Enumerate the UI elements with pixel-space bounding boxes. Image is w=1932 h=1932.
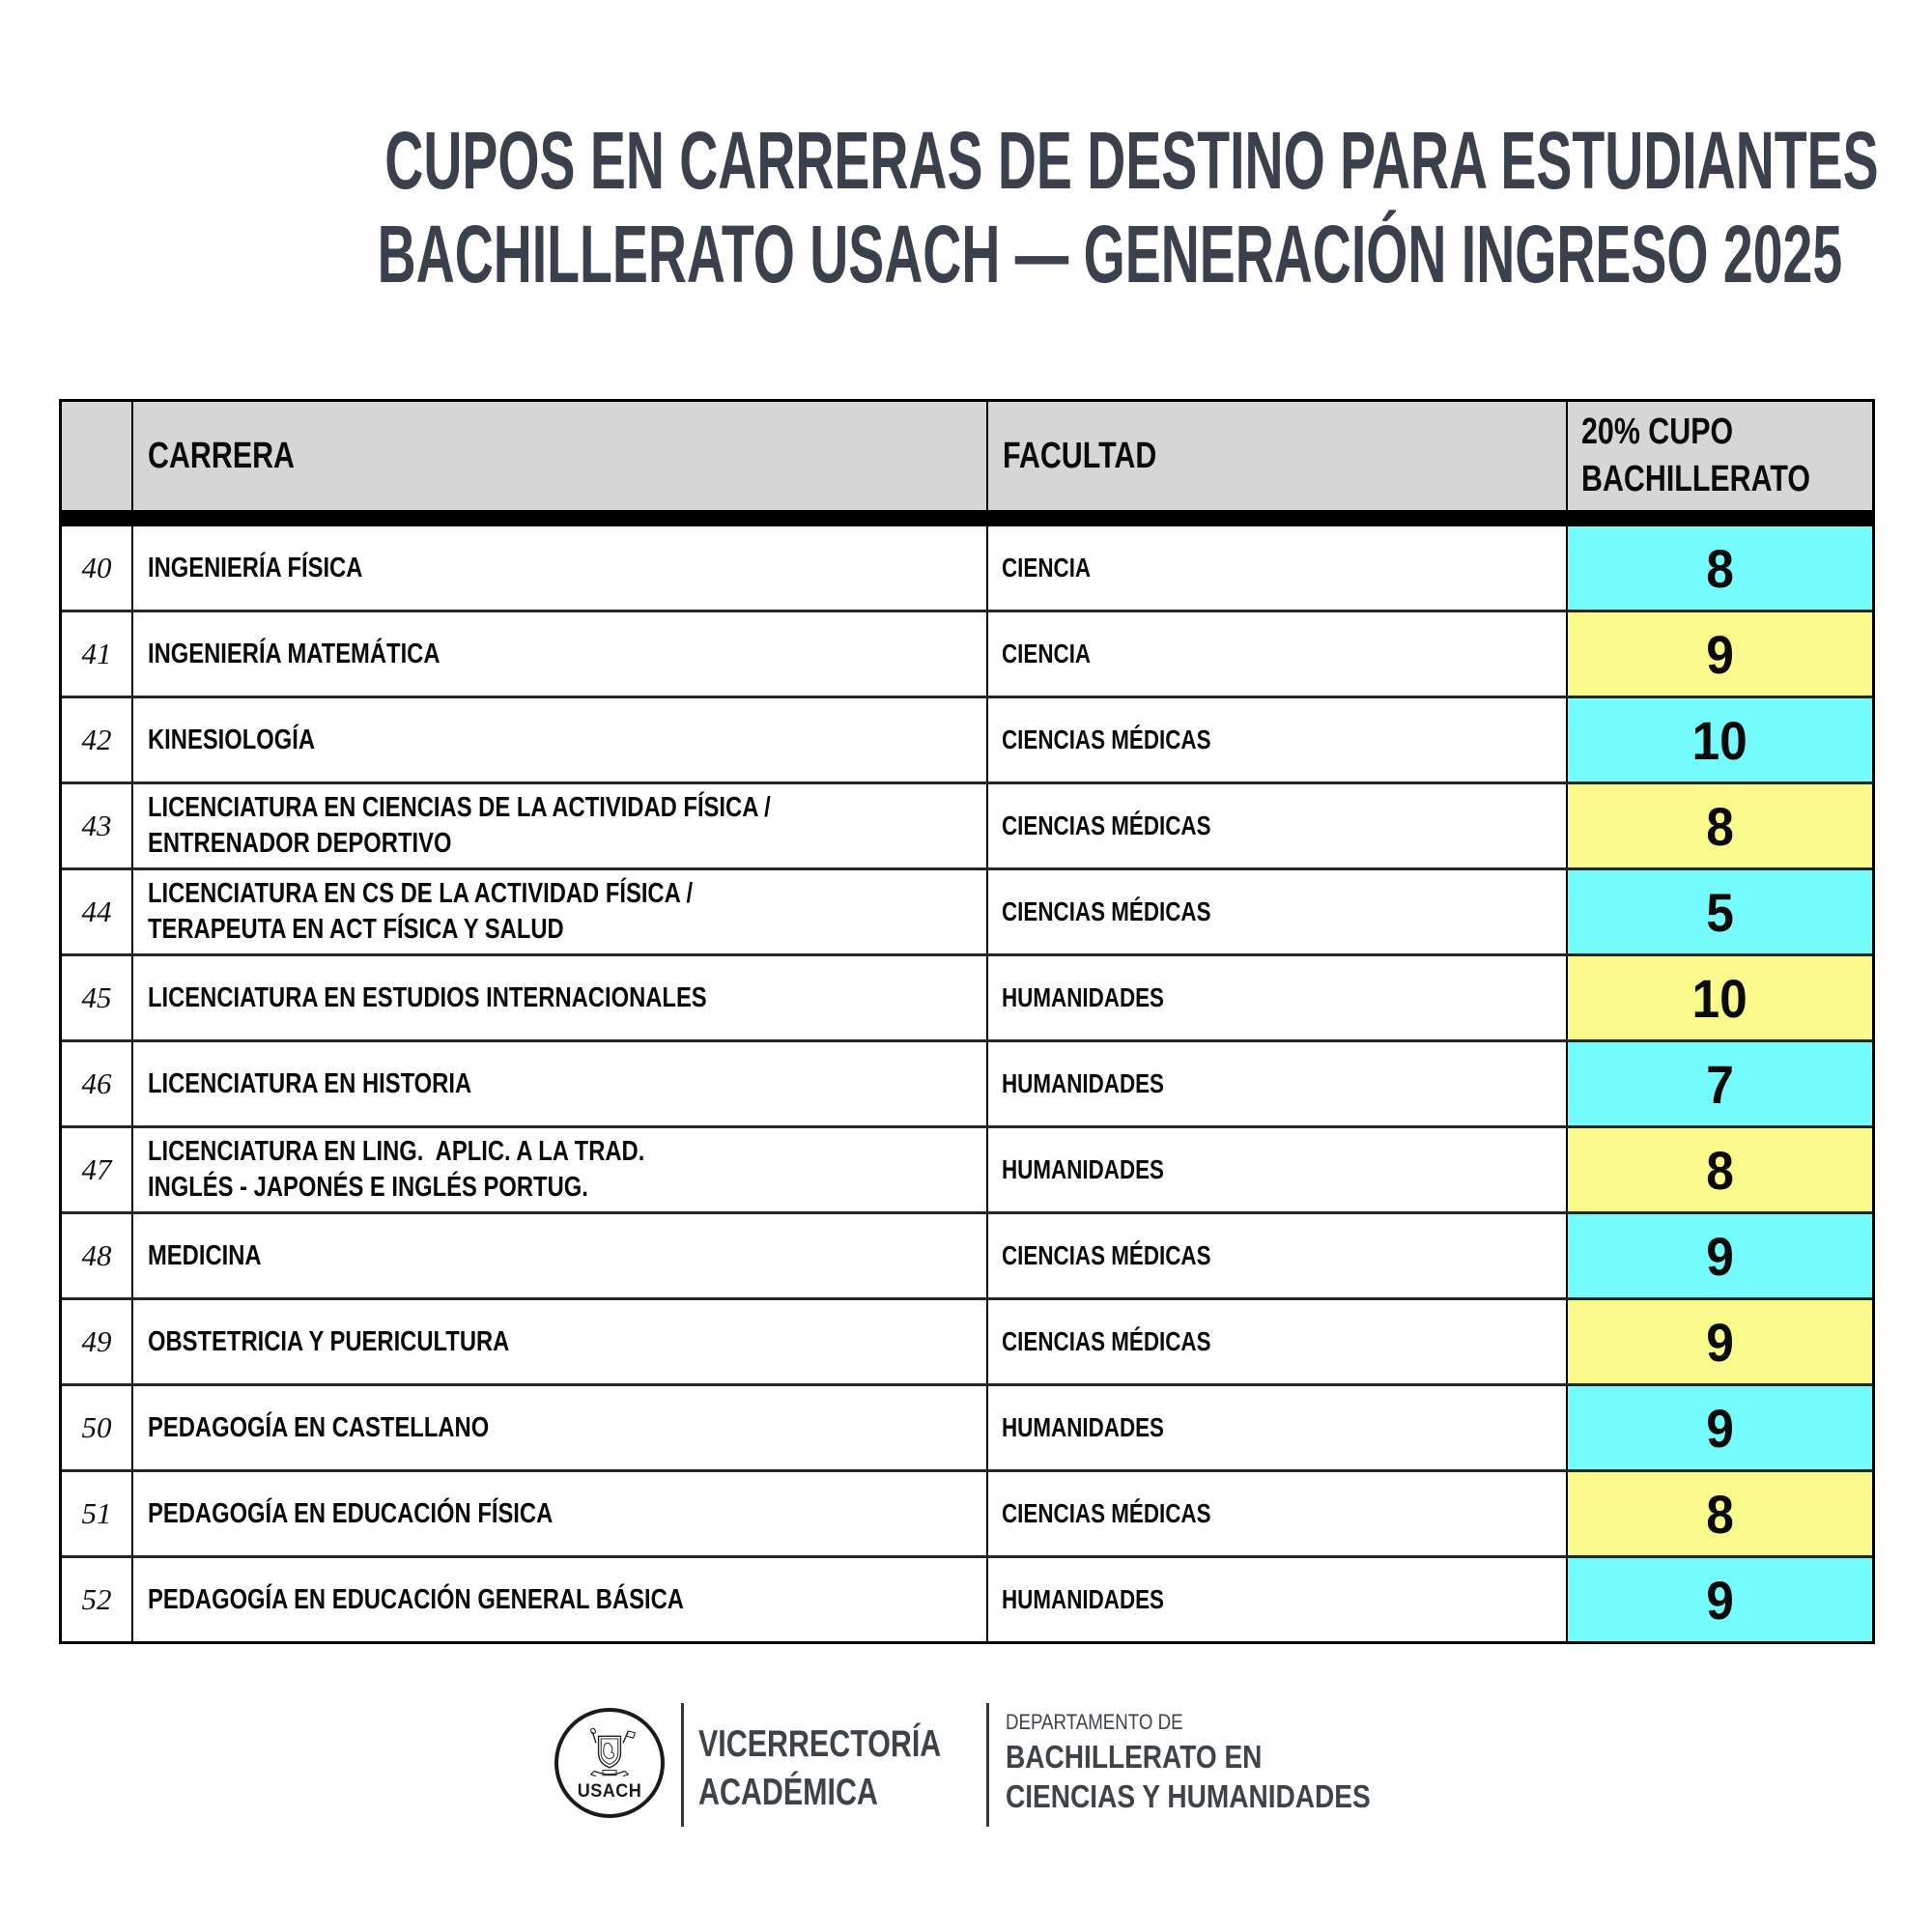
cupo-value: 10: [1691, 709, 1748, 771]
carrera-line: LICENCIATURA EN CS DE LA ACTIVIDAD FÍSICA /: [148, 878, 694, 909]
facultad-cell: [986, 1386, 1566, 1469]
table-row: [62, 610, 1872, 696]
table-row: [62, 1125, 1872, 1211]
facultad-cell-text: CIENCIA: [1002, 639, 1092, 668]
carrera-cell: [131, 612, 986, 696]
footer-divider-2: [986, 1703, 989, 1827]
facultad-cell: [986, 870, 1566, 953]
facultad-cell: [986, 1128, 1566, 1211]
cupo-cell: [1566, 1472, 1872, 1555]
carrera-cell: [131, 1214, 986, 1297]
facultad-cell-text: CIENCIAS MÉDICAS: [1002, 896, 1211, 926]
facultad-cell: [986, 1558, 1566, 1641]
carrera-cell: [131, 1386, 986, 1469]
header-cell-cupo: [1566, 402, 1872, 510]
row-number: 40: [81, 551, 112, 584]
row-number: 42: [81, 723, 112, 756]
row-number: 50: [81, 1410, 112, 1444]
header-cupo-label-line2: BACHILLERATO: [1581, 459, 1810, 499]
facultad-cell-text: HUMANIDADES: [1002, 1584, 1164, 1614]
header-cell-number: [62, 402, 131, 510]
cupo-value: 9: [1706, 1397, 1734, 1459]
table-row: [62, 953, 1872, 1039]
facultad-cell-text: CIENCIAS MÉDICAS: [1002, 1498, 1211, 1528]
facultad-cell: [986, 698, 1566, 781]
page-title-line1-text: CUPOS EN CARRERAS DE DESTINO PARA ESTUDIANTES: [384, 115, 1879, 206]
facultad-cell: [986, 1042, 1566, 1125]
facultad-cell: [986, 1300, 1566, 1383]
header-cell-facultad: [986, 402, 1566, 510]
facultad-cell-text: HUMANIDADES: [1002, 1068, 1164, 1098]
row-number: 48: [81, 1238, 112, 1272]
row-number: 49: [81, 1324, 112, 1358]
departamento-line1: [1006, 1708, 1435, 1737]
carrera-cell: [131, 526, 986, 610]
cupo-cell: [1566, 1300, 1872, 1383]
cupo-value: 9: [1706, 1569, 1734, 1631]
cupo-cell: [1566, 870, 1872, 953]
carrera-lines: [148, 637, 986, 672]
facultad-cell-text: CIENCIAS MÉDICAS: [1002, 1240, 1211, 1270]
carrera-cell: [131, 1558, 986, 1641]
carrera-line: INGENIERÍA MATEMÁTICA: [148, 638, 440, 669]
cupo-value: 10: [1691, 967, 1748, 1029]
carrera-cell: [131, 870, 986, 953]
cupo-cell: [1566, 784, 1872, 867]
carrera-lines: [148, 980, 986, 1016]
page-title-line2-text: BACHILLERATO USACH — GENERACIÓN INGRESO 2025: [377, 209, 1843, 299]
carrera-line: PEDAGOGÍA EN EDUCACIÓN FÍSICA: [148, 1497, 554, 1529]
carrera-lines: [148, 790, 986, 862]
vicerrectoria-line1-text: VICERRECTORÍA: [698, 1723, 942, 1765]
row-number: 52: [81, 1582, 112, 1616]
facultad-cell: [986, 784, 1566, 867]
carrera-cell: [131, 1300, 986, 1383]
departamento-block: [1006, 1708, 1435, 1816]
table-row: [62, 867, 1872, 953]
cupo-cell: [1566, 698, 1872, 781]
table-body: [62, 526, 1872, 1641]
facultad-cell-text: HUMANIDADES: [1002, 1412, 1164, 1442]
usach-seal: [554, 1708, 665, 1818]
usach-crest-icon: [583, 1724, 636, 1780]
carrera-lines: [148, 876, 986, 948]
facultad-cell-text: HUMANIDADES: [1002, 1154, 1164, 1184]
carrera-cell: [131, 698, 986, 781]
cupo-cell: [1566, 1386, 1872, 1469]
cupo-cell: [1566, 956, 1872, 1039]
carrera-line: ENTRENADOR DEPORTIVO: [148, 828, 452, 859]
cupo-cell: [1566, 1214, 1872, 1297]
cupo-value: 9: [1706, 1311, 1734, 1373]
carrera-line: INGENIERÍA FÍSICA: [148, 552, 363, 583]
carrera-lines: [148, 1496, 986, 1532]
carrera-lines: [148, 723, 986, 758]
cupo-value: 8: [1706, 1483, 1734, 1545]
carrera-lines: [148, 1238, 986, 1274]
cupo-value: 7: [1706, 1053, 1734, 1115]
table-row: [62, 1383, 1872, 1469]
carrera-cell: [131, 956, 986, 1039]
vicerrectoria-line2: [698, 1769, 1009, 1817]
facultad-cell: [986, 956, 1566, 1039]
departamento-line3: [1006, 1776, 1435, 1816]
cupo-cell: [1566, 1128, 1872, 1211]
page-title: [0, 114, 1932, 301]
page-title-line2: [0, 208, 1932, 301]
table-header-row: [62, 402, 1872, 510]
vicerrectoria-block: [698, 1720, 1009, 1817]
facultad-cell-text: CIENCIAS MÉDICAS: [1002, 810, 1211, 840]
table-row: [62, 1469, 1872, 1555]
carrera-lines: [148, 1582, 986, 1618]
carrera-cell: [131, 784, 986, 867]
row-number: 47: [81, 1152, 112, 1186]
cupo-value: 9: [1706, 1225, 1734, 1287]
carrera-line: INGLÉS - JAPONÉS E INGLÉS PORTUG.: [148, 1172, 588, 1203]
table-row: [62, 781, 1872, 867]
carrera-line: MEDICINA: [148, 1239, 262, 1271]
carrera-line: KINESIOLOGÍA: [148, 724, 316, 755]
row-number: 51: [81, 1496, 112, 1530]
cupo-value: 8: [1706, 795, 1734, 857]
departamento-line2: [1006, 1737, 1435, 1776]
carrera-lines: [148, 1134, 986, 1206]
vicerrectoria-line2-text: ACADÉMICA: [698, 1772, 878, 1813]
table-row: [62, 526, 1872, 610]
vicerrectoria-line1: [698, 1720, 1009, 1769]
cupo-value: 8: [1706, 537, 1734, 599]
cupo-value: 5: [1706, 881, 1734, 943]
row-number: 46: [81, 1066, 112, 1100]
carrera-cell: [131, 1128, 986, 1211]
quota-table: [59, 399, 1875, 1644]
cupo-value: 9: [1706, 623, 1734, 685]
cupo-cell: [1566, 612, 1872, 696]
header-separator-bar: [62, 510, 1872, 526]
page-title-line1: [0, 114, 1932, 208]
facultad-cell-text: CIENCIAS MÉDICAS: [1002, 724, 1211, 754]
facultad-cell-text: CIENCIA: [1002, 553, 1092, 582]
table-row: [62, 1039, 1872, 1125]
carrera-lines: [148, 1066, 986, 1102]
header-cupo-label-line1: 20% CUPO: [1581, 412, 1734, 452]
carrera-line: OBSTETRICIA Y PUERICULTURA: [148, 1325, 510, 1357]
carrera-line: LICENCIATURA EN LING. APLIC. A LA TRAD.: [148, 1136, 645, 1167]
header-facultad-label: FACULTAD: [1003, 435, 1157, 476]
facultad-cell-text: CIENCIAS MÉDICAS: [1002, 1326, 1211, 1356]
facultad-cell: [986, 526, 1566, 610]
row-number: 43: [81, 809, 112, 842]
footer-divider-1: [681, 1703, 684, 1827]
cupo-cell: [1566, 526, 1872, 610]
table-row: [62, 1297, 1872, 1383]
carrera-cell: [131, 1042, 986, 1125]
cupo-cell: [1566, 1558, 1872, 1641]
carrera-line: LICENCIATURA EN HISTORIA: [148, 1067, 472, 1099]
row-number: 44: [81, 895, 112, 928]
carrera-lines: [148, 1410, 986, 1446]
facultad-cell-text: HUMANIDADES: [1002, 982, 1164, 1012]
facultad-cell: [986, 1214, 1566, 1297]
table-row: [62, 1211, 1872, 1297]
carrera-line: LICENCIATURA EN CIENCIAS DE LA ACTIVIDAD FÍSICA /: [148, 792, 771, 823]
carrera-line: PEDAGOGÍA EN CASTELLANO: [148, 1411, 490, 1443]
carrera-line: PEDAGOGÍA EN EDUCACIÓN GENERAL BÁSICA: [148, 1583, 684, 1615]
row-number: 45: [81, 980, 112, 1014]
departamento-line3-text: CIENCIAS Y HUMANIDADES: [1006, 1778, 1371, 1814]
facultad-cell: [986, 612, 1566, 696]
facultad-cell: [986, 1472, 1566, 1555]
row-number: 41: [81, 637, 112, 670]
departamento-line1-text: DEPARTAMENTO DE: [1006, 1710, 1183, 1734]
cupo-value: 8: [1706, 1139, 1734, 1201]
seal-label: USACH: [577, 1780, 642, 1802]
header-cell-carrera: [131, 402, 986, 510]
carrera-lines: [148, 551, 986, 586]
table-row: [62, 1555, 1872, 1641]
header-carrera-label: CARRERA: [148, 435, 295, 476]
carrera-lines: [148, 1324, 986, 1360]
cupo-cell: [1566, 1042, 1872, 1125]
carrera-cell: [131, 1472, 986, 1555]
carrera-line: TERAPEUTA EN ACT FÍSICA Y SALUD: [148, 914, 564, 945]
carrera-line: LICENCIATURA EN ESTUDIOS INTERNACIONALES: [148, 981, 707, 1013]
departamento-line2-text: BACHILLERATO EN: [1006, 1739, 1263, 1775]
table-row: [62, 696, 1872, 781]
